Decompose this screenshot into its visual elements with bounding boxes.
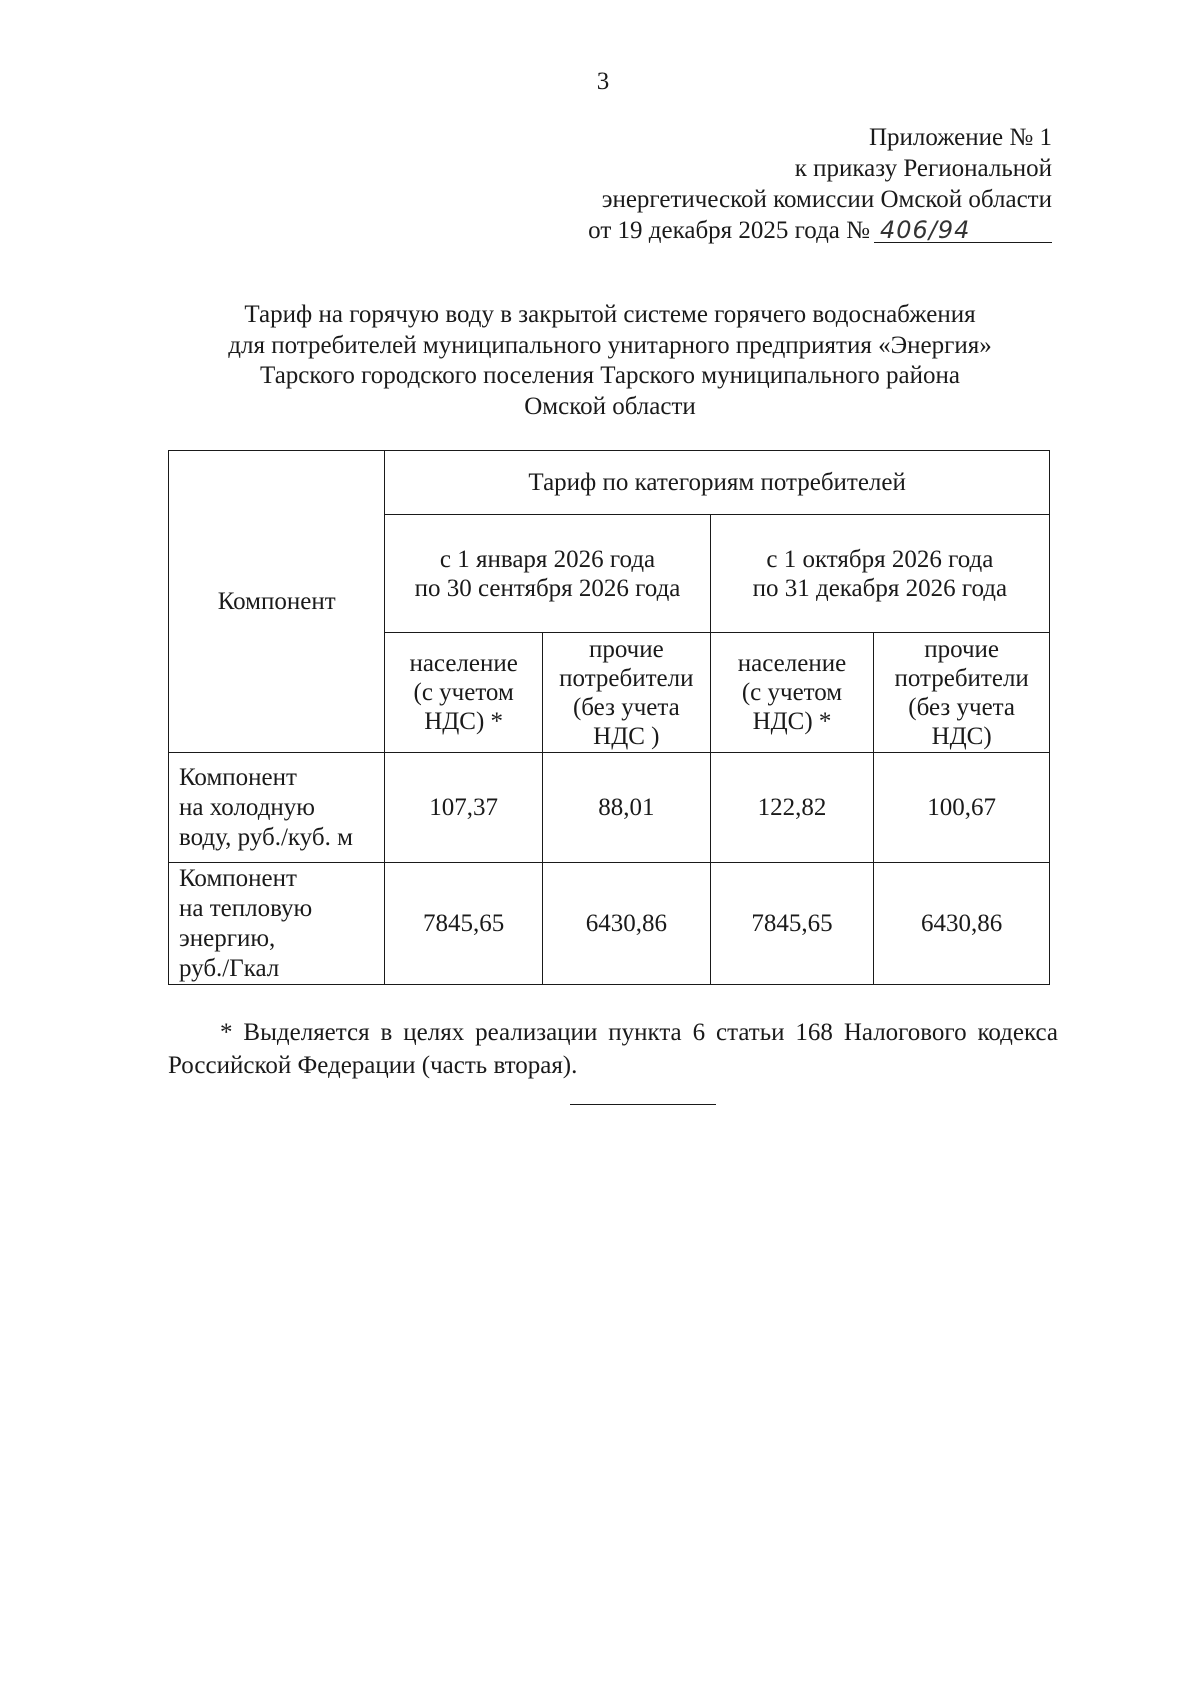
period-line: с 1 января 2026 года — [439, 545, 656, 573]
row-label-line: воду, руб./куб. м — [179, 823, 353, 851]
appendix-date: от 19 декабря 2025 года № — [588, 217, 870, 244]
title-line-1: Тариф на горячую воду в закрытой системе горячего водоснабжения — [244, 301, 976, 328]
row-label — [169, 753, 385, 863]
row-label-line: энергию, — [179, 924, 276, 952]
category-line: (без учета — [908, 693, 1016, 721]
category-header — [542, 633, 710, 753]
row-label-line: на холодную — [179, 793, 315, 821]
tariff-header: Тариф по категориям потребителей — [385, 451, 1050, 515]
category-line: прочие — [588, 635, 664, 663]
appendix-header — [492, 122, 1052, 246]
category-line: НДС) * — [752, 708, 832, 735]
table-cell: 7845,65 — [385, 863, 543, 985]
row-label-line: на тепловую — [179, 894, 313, 922]
tariff-table — [168, 450, 1050, 985]
order-number-handwritten: 406/94 — [874, 218, 1052, 243]
table-header-row — [169, 451, 1050, 515]
title-line-2: для потребителей муниципального унитарного предприятия «Энергия» — [228, 331, 992, 359]
category-line: НДС ) — [593, 722, 660, 750]
category-line: НДС) * — [424, 708, 504, 735]
category-header — [385, 633, 543, 753]
category-line: население — [409, 650, 518, 677]
title-line-4: Омской области — [524, 392, 696, 420]
table-cell: 6430,86 — [542, 863, 710, 985]
period-line: с 1 октября 2026 года — [766, 545, 994, 573]
table-cell: 100,67 — [874, 753, 1050, 863]
category-line: потребители — [559, 664, 694, 692]
category-line: население — [737, 650, 847, 677]
document-title — [160, 300, 1060, 422]
table-cell: 7845,65 — [710, 863, 874, 985]
period-line: по 30 сентября 2026 года — [414, 574, 681, 602]
footnote: * Выделяется в целях реализации пункта 6 статьи 168 Налогового кодекса Российской Федерации (часть вторая). — [168, 1019, 1058, 1079]
category-line: прочие — [924, 635, 1000, 663]
category-line: (с учетом — [741, 679, 843, 706]
page-number: 3 — [596, 68, 610, 95]
table-row — [169, 753, 1050, 863]
category-header — [874, 633, 1050, 753]
period-header — [385, 515, 710, 633]
category-header — [710, 633, 874, 753]
appendix-order-ref: к приказу Региональной — [794, 155, 1052, 182]
row-label-line: Компонент — [179, 763, 297, 791]
category-line: (без учета — [572, 693, 680, 721]
row-label — [169, 863, 385, 985]
period-header — [710, 515, 1049, 633]
title-line-3: Тарского городского поселения Тарского муниципального района — [260, 362, 960, 389]
appendix-commission: энергетической комиссии Омской области — [601, 186, 1052, 213]
row-label-line: руб./Гкал — [179, 954, 280, 982]
category-line: потребители — [894, 664, 1029, 692]
table-row — [169, 863, 1050, 985]
table-cell: 107,37 — [385, 753, 543, 863]
table-cell: 6430,86 — [874, 863, 1050, 985]
period-line: по 31 декабря 2026 года — [752, 574, 1008, 602]
end-divider — [570, 1104, 716, 1105]
component-header: Компонент — [169, 451, 385, 753]
appendix-date-line — [492, 215, 1052, 246]
category-line: (с учетом — [413, 679, 514, 706]
table-cell: 122,82 — [710, 753, 874, 863]
appendix-title: Приложение № 1 — [868, 124, 1052, 151]
row-label-line: Компонент — [179, 864, 297, 892]
table-cell: 88,01 — [542, 753, 710, 863]
category-line: НДС) — [931, 722, 992, 750]
